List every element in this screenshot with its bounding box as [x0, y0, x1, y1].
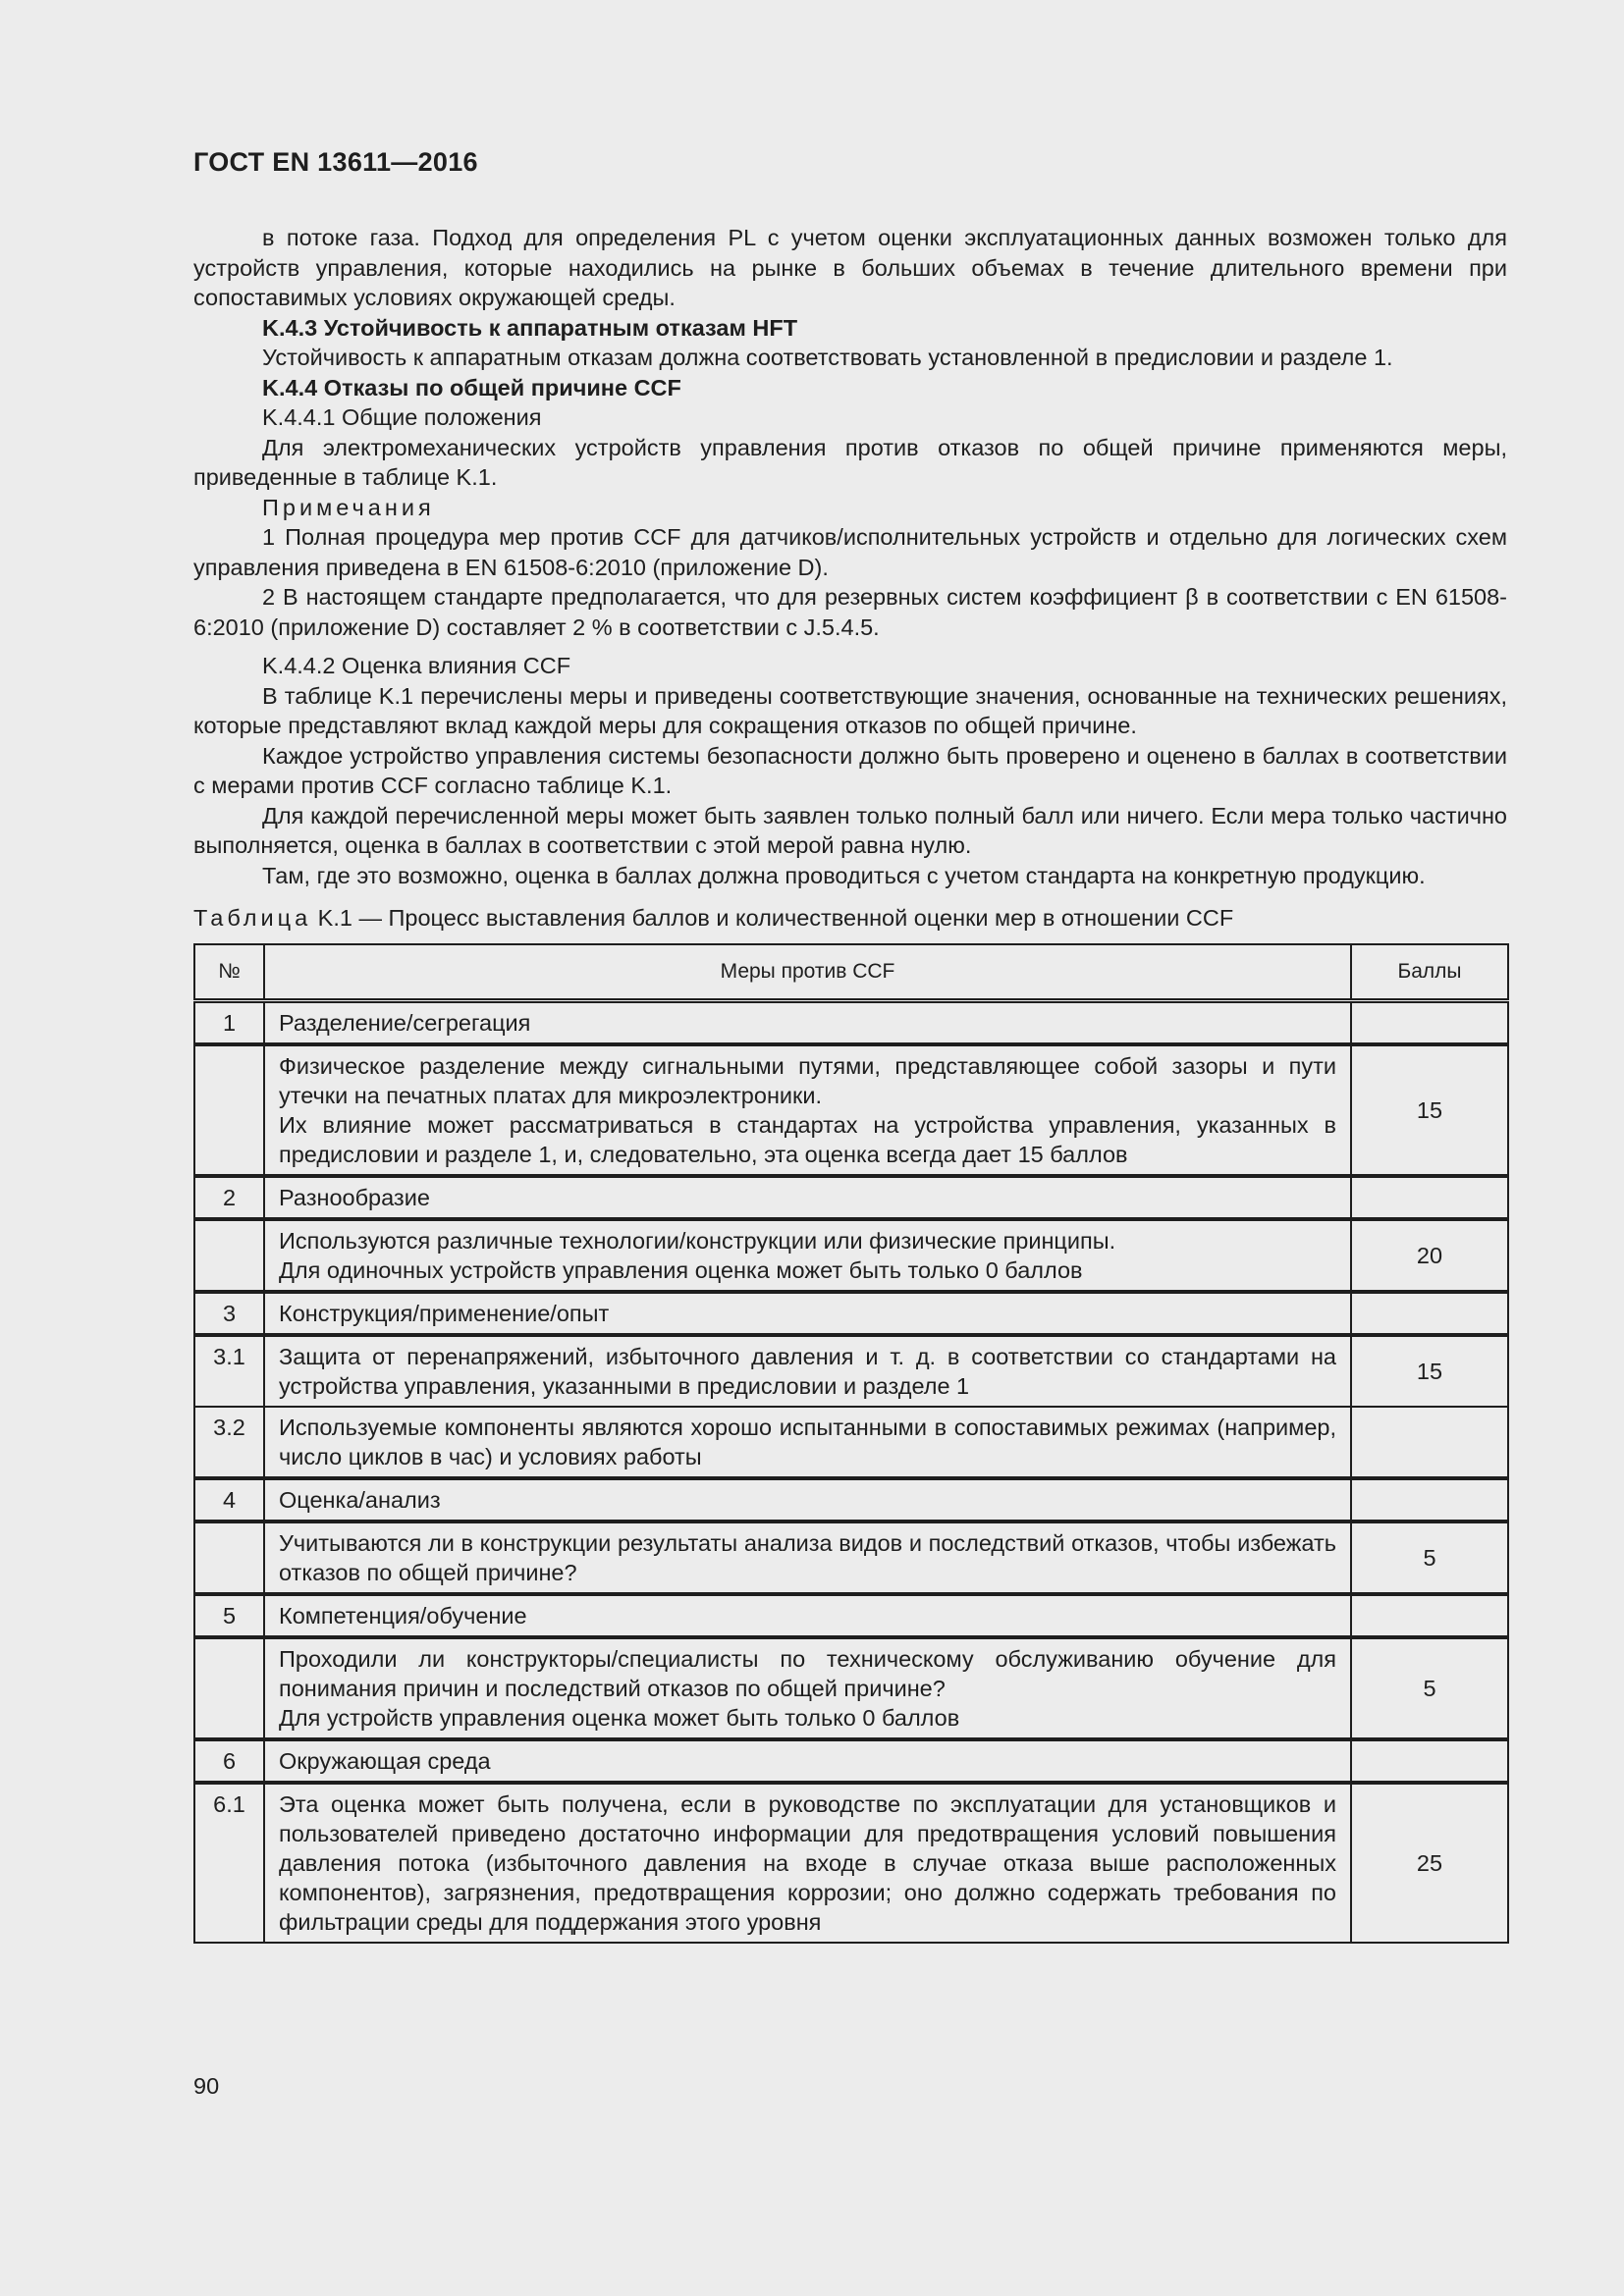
section-k43-text: Устойчивость к аппаратным отказам должна соответствовать установленной в предисловии и разделе 1.	[262, 345, 1393, 370]
header-number: №	[194, 944, 264, 1001]
table-header-row	[194, 944, 1508, 1001]
note-1: 1 Полная процедура мер против CCF для датчиков/исполнительных устройств и отдельно для логических схем управления приведена в EN 61508-6:2010 (приложение D).	[193, 524, 1507, 580]
row-number	[194, 1219, 264, 1292]
table-row	[194, 1739, 1508, 1783]
row-number	[194, 1522, 264, 1594]
table-row	[194, 1292, 1508, 1335]
page-number: 90	[193, 2073, 220, 2099]
row-score	[1351, 1292, 1508, 1335]
row-measure: Окружающая среда	[264, 1739, 1351, 1783]
table-row	[194, 1478, 1508, 1522]
table-row	[194, 1783, 1508, 1943]
table-row	[194, 1044, 1508, 1176]
section-k442-paragraph-4: Там, где это возможно, оценка в баллах должна проводиться с учетом стандарта на конкретную продукцию.	[262, 862, 1426, 888]
row-score: 20	[1351, 1219, 1508, 1292]
section-k442-paragraph-2: Каждое устройство управления системы безопасности должно быть проверено и оценено в баллах в соответствии с мерами против CCF согласно таблице K.1.	[193, 742, 1507, 798]
section-k442-paragraph-3: Для каждой перечисленной меры может быть заявлен только полный балл или ничего. Если мера только частично выполняется, оценка в баллах в соответствии с этой мерой равна нулю.	[193, 802, 1507, 858]
row-score: 5	[1351, 1522, 1508, 1594]
row-score	[1351, 1176, 1508, 1219]
row-number: 4	[194, 1478, 264, 1522]
row-score: 5	[1351, 1637, 1508, 1739]
table-row	[194, 1637, 1508, 1739]
row-number: 1	[194, 1000, 264, 1044]
row-measure: Эта оценка может быть получена, если в руководстве по эксплуатации для установщиков и пользователей приведено достаточно информации для предотвращения условий повышения давления потока (избыточного давления на входе в случае отказа выше расположенных компонентов), загрязнения, предотвращения коррозии; оно должно содержать требования по фильтрации среды для поддержания этого уровня	[264, 1783, 1351, 1943]
row-number: 3.1	[194, 1335, 264, 1407]
section-k441-text: Для электромеханических устройств управления против отказов по общей причине применяются меры, приведенные в таблице K.1.	[193, 434, 1507, 490]
row-measure: Оценка/анализ	[264, 1478, 1351, 1522]
row-score	[1351, 1478, 1508, 1522]
document-header: ГОСТ EN 13611—2016	[193, 147, 478, 177]
row-score: 15	[1351, 1335, 1508, 1407]
row-measure: Проходили ли конструкторы/специалисты по техническому обслуживанию обучение для понимания причин и последствий отказов по общей причине? Для устройств управления оценка может быть только 0 баллов	[264, 1637, 1351, 1739]
header-score: Баллы	[1351, 944, 1508, 1001]
row-number: 6	[194, 1739, 264, 1783]
row-number: 2	[194, 1176, 264, 1219]
section-k44-heading: K.4.4 Отказы по общей причине CCF	[262, 374, 681, 400]
notes-title: Примечания	[262, 494, 435, 520]
table-caption	[193, 903, 1507, 934]
row-measure: Компетенция/обучение	[264, 1594, 1351, 1637]
row-measure: Используются различные технологии/конструкции или физические принципы. Для одиночных устройств управления оценка может быть только 0 баллов	[264, 1219, 1351, 1292]
row-score	[1351, 1594, 1508, 1637]
table-row	[194, 1522, 1508, 1594]
row-measure: Разнообразие	[264, 1176, 1351, 1219]
table-row	[194, 1000, 1508, 1044]
header-measures: Меры против CCF	[264, 944, 1351, 1001]
table-caption-word: Таблица	[193, 905, 312, 931]
section-k441-heading: K.4.4.1 Общие положения	[262, 404, 542, 430]
note-2: 2 В настоящем стандарте предполагается, что для резервных систем коэффициент β в соответствии с EN 61508-6:2010 (приложение D) составляет 2 % в соответствии с J.5.4.5.	[193, 584, 1507, 640]
intro-paragraph: в потоке газа. Подход для определения PL с учетом оценки эксплуатационных данных возможен только для устройств управления, которые находились на рынке в больших объемах в течение длительного времени при сопоставимых условиях окружающей среды.	[193, 225, 1507, 310]
table-row	[194, 1594, 1508, 1637]
row-measure: Конструкция/применение/опыт	[264, 1292, 1351, 1335]
row-measure: Физическое разделение между сигнальными путями, представляющее собой зазоры и пути утечки на печатных платах для микроэлектроники. Их влияние может рассматриваться в стандартах на устройства управления, указанных в предисловии и разделе 1, и, следовательно, эта оценка всегда дает 15 баллов	[264, 1044, 1351, 1176]
section-k442-paragraph-1: В таблице K.1 перечислены меры и приведены соответствующие значения, основанные на технических решениях, которые представляют вклад каждой меры для сокращения отказов по общей причине.	[193, 682, 1507, 738]
row-score: 25	[1351, 1783, 1508, 1943]
row-score	[1351, 1407, 1508, 1478]
row-measure: Защита от перенапряжений, избыточного давления и т. д. в соответствии со стандартами на устройства управления, указанными в предисловии и разделе 1	[264, 1335, 1351, 1407]
table-row	[194, 1407, 1508, 1478]
row-score: 15	[1351, 1044, 1508, 1176]
row-score	[1351, 1739, 1508, 1783]
document-body	[193, 223, 1507, 1944]
table-row	[194, 1219, 1508, 1292]
row-number: 3.2	[194, 1407, 264, 1478]
row-number: 3	[194, 1292, 264, 1335]
table-caption-text: K.1 — Процесс выставления баллов и количественной оценки мер в отношении CCF	[311, 905, 1234, 931]
ccf-scores-table	[193, 943, 1509, 1944]
row-measure: Разделение/сегрегация	[264, 1000, 1351, 1044]
section-k442-heading: K.4.4.2 Оценка влияния CCF	[262, 653, 571, 678]
row-measure: Используемые компоненты являются хорошо испытанными в сопоставимых режимах (например, число циклов в час) и условиях работы	[264, 1407, 1351, 1478]
row-number	[194, 1637, 264, 1739]
row-number	[194, 1044, 264, 1176]
row-score	[1351, 1000, 1508, 1044]
row-number: 6.1	[194, 1783, 264, 1943]
section-k43-heading: K.4.3 Устойчивость к аппаратным отказам HFT	[262, 314, 798, 341]
table-row	[194, 1176, 1508, 1219]
row-measure: Учитываются ли в конструкции результаты анализа видов и последствий отказов, чтобы избежать отказов по общей причине?	[264, 1522, 1351, 1594]
row-number: 5	[194, 1594, 264, 1637]
table-row	[194, 1335, 1508, 1407]
table-body	[194, 1000, 1508, 1943]
